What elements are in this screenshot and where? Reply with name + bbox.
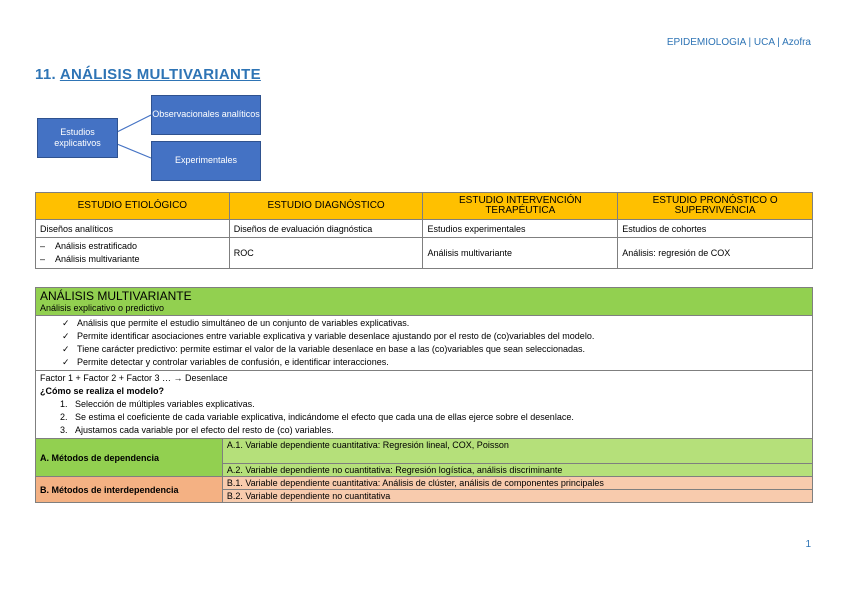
header-diagnostico: ESTUDIO DIAGNÓSTICO — [229, 193, 423, 220]
table-title-cell — [36, 288, 813, 316]
methods-b-row — [36, 477, 813, 490]
methods-a-item: A.1. Variable dependiente cuantitativa: Regresión lineal, COX, Poisson — [222, 439, 812, 464]
table-title: ANÁLISIS MULTIVARIANTE — [40, 289, 192, 303]
diagram-root-box — [37, 118, 118, 158]
table-title-row — [36, 288, 813, 316]
table-cell: Estudios de cohortes — [618, 220, 813, 238]
header-pronostico: ESTUDIO PRONÓSTICO O SUPERVIVENCIA — [618, 193, 813, 220]
multivariate-table — [35, 287, 813, 503]
section-title-text: ANÁLISIS MULTIVARIANTE — [59, 66, 261, 83]
step-item: 1. Selección de múltiples variables explicativas. — [60, 399, 255, 409]
table-row — [36, 316, 813, 371]
diagram-root-label: Estudios explicativos — [54, 126, 101, 148]
question-text: ¿Cómo se realiza el modelo? — [40, 386, 165, 396]
list-item: – Análisis multivariante — [40, 254, 140, 264]
diagram-child-box-experimentales — [151, 141, 261, 181]
section-number: 11. — [35, 66, 56, 83]
table-cell: Análisis multivariante — [423, 238, 618, 269]
header-etiologico: ESTUDIO ETIOLÓGICO — [36, 193, 230, 220]
diagram-child1-label: Observacionales analíticos — [152, 109, 260, 120]
table-subtitle: Análisis explicativo o predictivo — [40, 303, 165, 313]
list-item: – Análisis estratificado — [40, 241, 138, 251]
connector-bottom — [117, 144, 151, 158]
methods-a-row — [36, 439, 813, 464]
methods-b-label: B. Métodos de interdependencia — [36, 477, 223, 503]
table-cell: Diseños analíticos — [36, 220, 230, 238]
methods-a-item: A.2. Variable dependiente no cuantitativa: Regresión logística, análisis discriminante — [222, 464, 812, 477]
step-item: 3. Ajustamos cada variable por el efecto del resto de (co) variables. — [60, 425, 334, 435]
step-item: 2. Se estima el coeficiente de cada variable explicativa, indicándome el efecto que cada una de ellas ejerce sobre el desenlace. — [60, 412, 574, 422]
study-types-table — [35, 192, 813, 269]
header-running-title: EPIDEMIOLOGIA | UCA | Azofra — [666, 37, 811, 48]
methods-b-item: B.2. Variable dependiente no cuantitativa — [222, 490, 812, 503]
methods-a-label: A. Métodos de dependencia — [36, 439, 223, 477]
check-item: ✓ Permite identificar asociaciones entre variable explicativa y variable desenlace ajustando por el resto de (co)variables del modelo. — [62, 331, 595, 341]
table-cell: Diseños de evaluación diagnóstica — [229, 220, 423, 238]
formula-text: Factor 1 + Factor 2 + Factor 3 … → Desenlace — [40, 373, 228, 383]
check-item: ✓ Análisis que permite el estudio simultáneo de un conjunto de variables explicativas. — [62, 318, 410, 328]
table-cell: Estudios experimentales — [423, 220, 618, 238]
page-number: 1 — [805, 539, 811, 550]
table-row — [36, 238, 813, 269]
table-cell: Análisis: regresión de COX — [618, 238, 813, 269]
table-row — [36, 220, 813, 238]
table-cell: ROC — [229, 238, 423, 269]
diagram-child-box-observacionales — [151, 95, 261, 135]
header-intervencion: ESTUDIO INTERVENCIÓN TERAPÉUTICA — [423, 193, 618, 220]
check-item: ✓ Permite detectar y controlar variables de confusión, e identificar interacciones. — [62, 357, 389, 367]
table-cell-list — [36, 238, 230, 269]
diagram-child2-label: Experimentales — [174, 155, 238, 166]
table-header-row — [36, 193, 813, 220]
check-item: ✓ Tiene carácter predictivo: permite estimar el valor de la variable desenlace en base a las (co)variables que sean seleccionadas. — [62, 344, 585, 354]
checklist-cell — [36, 316, 813, 371]
connector-top — [117, 115, 151, 132]
model-cell — [36, 371, 813, 439]
table-row — [36, 371, 813, 439]
methods-b-item: B.1. Variable dependiente cuantitativa: Análisis de clúster, análisis de componentes principales — [222, 477, 812, 490]
